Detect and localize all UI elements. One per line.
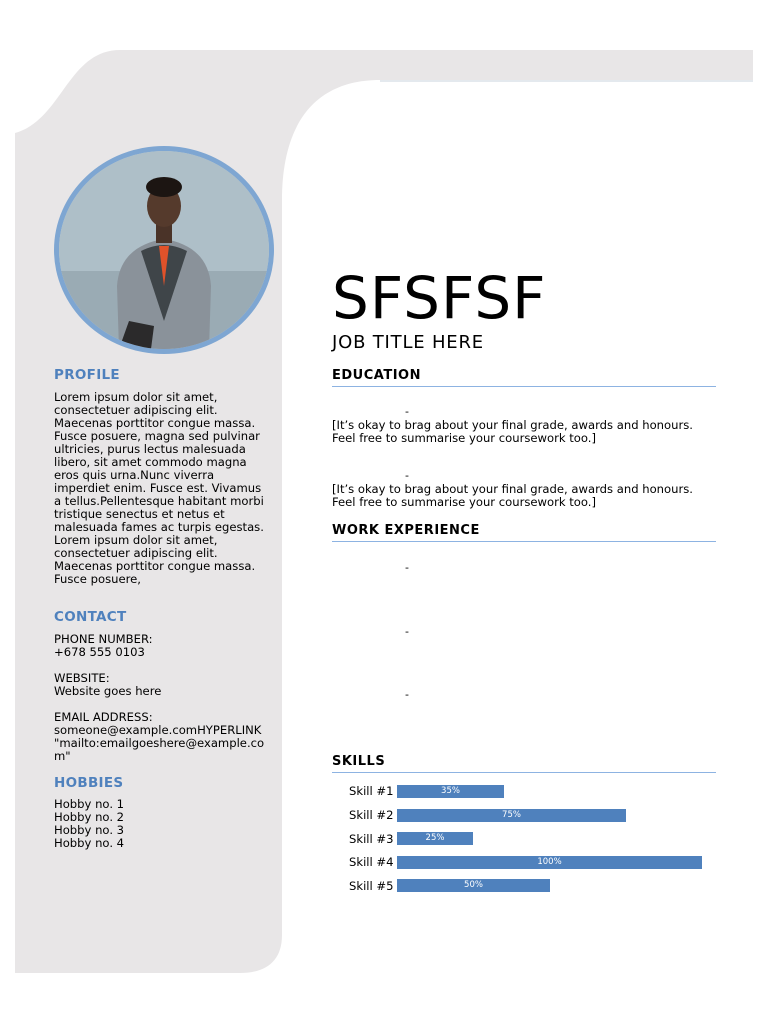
skill-label: Skill #1 [349, 784, 394, 798]
hobby-item: Hobby no. 4 [54, 836, 125, 850]
hobby-item: Hobby no. 3 [54, 823, 125, 837]
education-entry-text: [It’s okay to brag about your final grade, awards and honours. Feel free to summarise your coursework too.] [332, 482, 693, 509]
education-entry-dash: - [405, 469, 409, 482]
website-label: WEBSITE: [54, 671, 110, 685]
hobbies-list [54, 798, 270, 850]
skill-bar: 35% [397, 785, 504, 798]
contact-heading: CONTACT [54, 609, 127, 625]
phone-label: PHONE NUMBER: [54, 632, 153, 646]
work-entry-dash: - [405, 688, 409, 701]
hobby-item: Hobby no. 1 [54, 797, 125, 811]
job-title: JOB TITLE HERE [332, 332, 484, 353]
phone-value: +678 555 0103 [54, 645, 145, 659]
phone-block [54, 633, 270, 659]
skill-label: Skill #4 [349, 855, 394, 869]
skill-label: Skill #2 [349, 808, 394, 822]
skill-bar: 50% [397, 879, 550, 892]
education-heading: EDUCATION [332, 368, 716, 387]
skill-bar: 75% [397, 809, 626, 822]
profile-heading: PROFILE [54, 367, 120, 383]
work-entry-dash: - [405, 625, 409, 638]
skill-label: Skill #3 [349, 832, 394, 846]
education-entry-dash: - [405, 405, 409, 418]
contact-section [54, 633, 270, 776]
skill-label: Skill #5 [349, 879, 394, 893]
website-value[interactable]: Website goes here [54, 684, 162, 698]
candidate-name: SFSFSF [332, 264, 547, 332]
hobbies-heading: HOBBIES [54, 775, 124, 791]
profile-photo [54, 146, 274, 354]
email-value[interactable]: someone@example.comHYPERLINK "mailto:emailgoeshere@example.com" [54, 723, 265, 763]
skill-bar: 25% [397, 832, 473, 845]
skill-bar: 100% [397, 856, 702, 869]
profile-text: Lorem ipsum dolor sit amet, consectetuer adipiscing elit. Maecenas porttitor congue massa. Fusce posuere, magna sed pulvinar ultricies, purus lectus malesuada libero, sit amet commodo magna eros quis urna.Nunc viverra imperdiet enim. Fusce est. Vivamus a tellus.Pellentesque habitant morbi tristique senectus et netus et malesuada fames ac turpis egestas. Lorem ipsum dolor sit amet, consectetuer adipiscing elit. Maecenas porttitor congue massa. Fusce posuere, [54, 390, 264, 586]
work-entry-dash: - [405, 561, 409, 574]
website-block [54, 672, 270, 698]
education-entry-text: [It’s okay to brag about your final grade, awards and honours. Feel free to summarise your coursework too.] [332, 418, 693, 445]
person-avatar-icon [59, 151, 269, 349]
work-experience-heading: WORK EXPERIENCE [332, 523, 716, 542]
profile-section [54, 391, 270, 599]
skills-heading: SKILLS [332, 754, 716, 773]
email-block [54, 711, 270, 763]
hobby-item: Hobby no. 2 [54, 810, 125, 824]
email-label: EMAIL ADDRESS: [54, 710, 153, 724]
